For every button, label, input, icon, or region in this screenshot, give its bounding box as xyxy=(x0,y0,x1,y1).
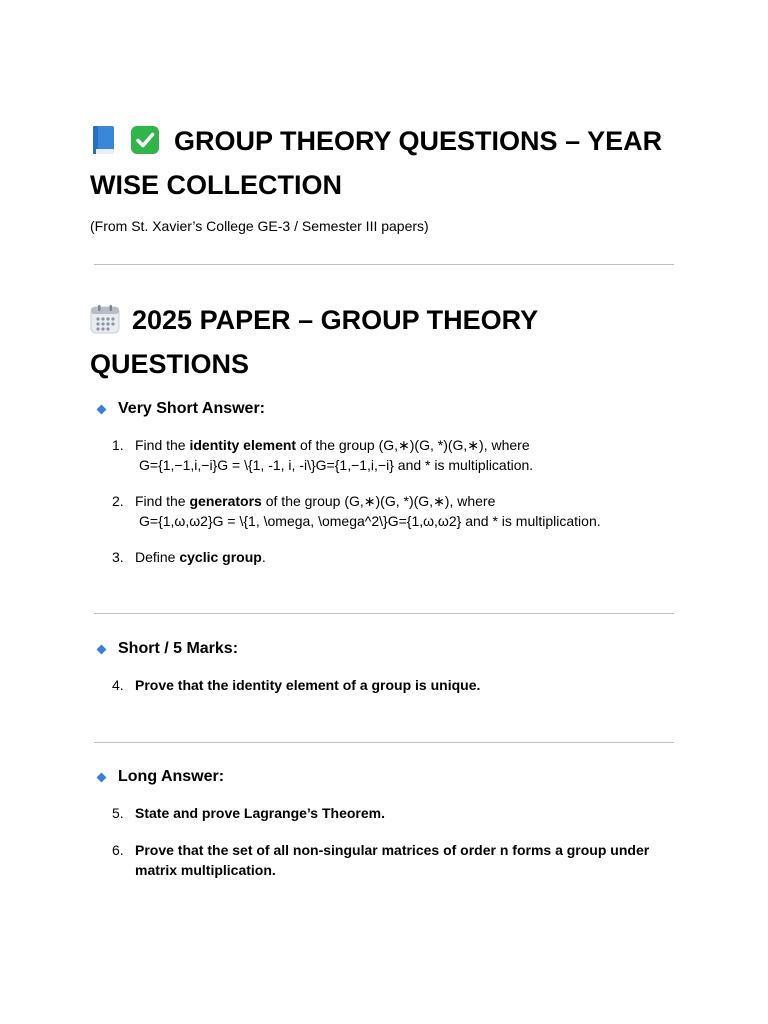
heading-very-short-answer: Very Short Answer: xyxy=(97,399,265,419)
section-title-text: 2025 PAPER – GROUP THEORY QUESTIONS xyxy=(90,305,538,379)
divider xyxy=(94,613,674,614)
diamond-bullet-icon xyxy=(97,404,107,414)
check-box-icon xyxy=(130,125,160,166)
heading-short-marks: Short / 5 Marks: xyxy=(97,639,238,659)
divider xyxy=(94,742,674,743)
heading-long-answer: Long Answer: xyxy=(97,767,224,787)
page-title-text: GROUP THEORY QUESTIONS – YEAR WISE COLLECTION xyxy=(90,126,663,200)
diamond-bullet-icon xyxy=(97,772,107,782)
question-3: 3. Define cyclic group. xyxy=(112,549,266,565)
question-5: 5. State and prove Lagrange’s Theorem. xyxy=(112,805,385,821)
section-title-2025 xyxy=(90,301,690,384)
page-title xyxy=(90,122,690,205)
divider xyxy=(94,264,674,265)
question-6: 6. Prove that the set of all non-singular matrices of order n forms a group under matrix multiplication. xyxy=(112,842,650,878)
diamond-bullet-icon xyxy=(97,644,107,654)
question-1: 1. Find the identity element of the group (G,∗)(G, *)(G,∗), where G={1,−1,i,−i}G = \{1, -1, i, -i\}G={1,−1,i,−i} and * is multiplication. xyxy=(112,437,534,473)
question-4: 4. Prove that the identity element of a group is unique. xyxy=(112,677,481,693)
calendar-icon xyxy=(90,304,120,345)
book-icon xyxy=(90,125,116,166)
page-subtitle: (From St. Xavier’s College GE-3 / Semester III papers) xyxy=(90,218,429,234)
question-2: 2. Find the generators of the group (G,∗)(G, *)(G,∗), where G={1,ω,ω2}G = \{1, \omega, \omega^2\}G={1,ω,ω2} and * is multiplication. xyxy=(112,493,601,529)
